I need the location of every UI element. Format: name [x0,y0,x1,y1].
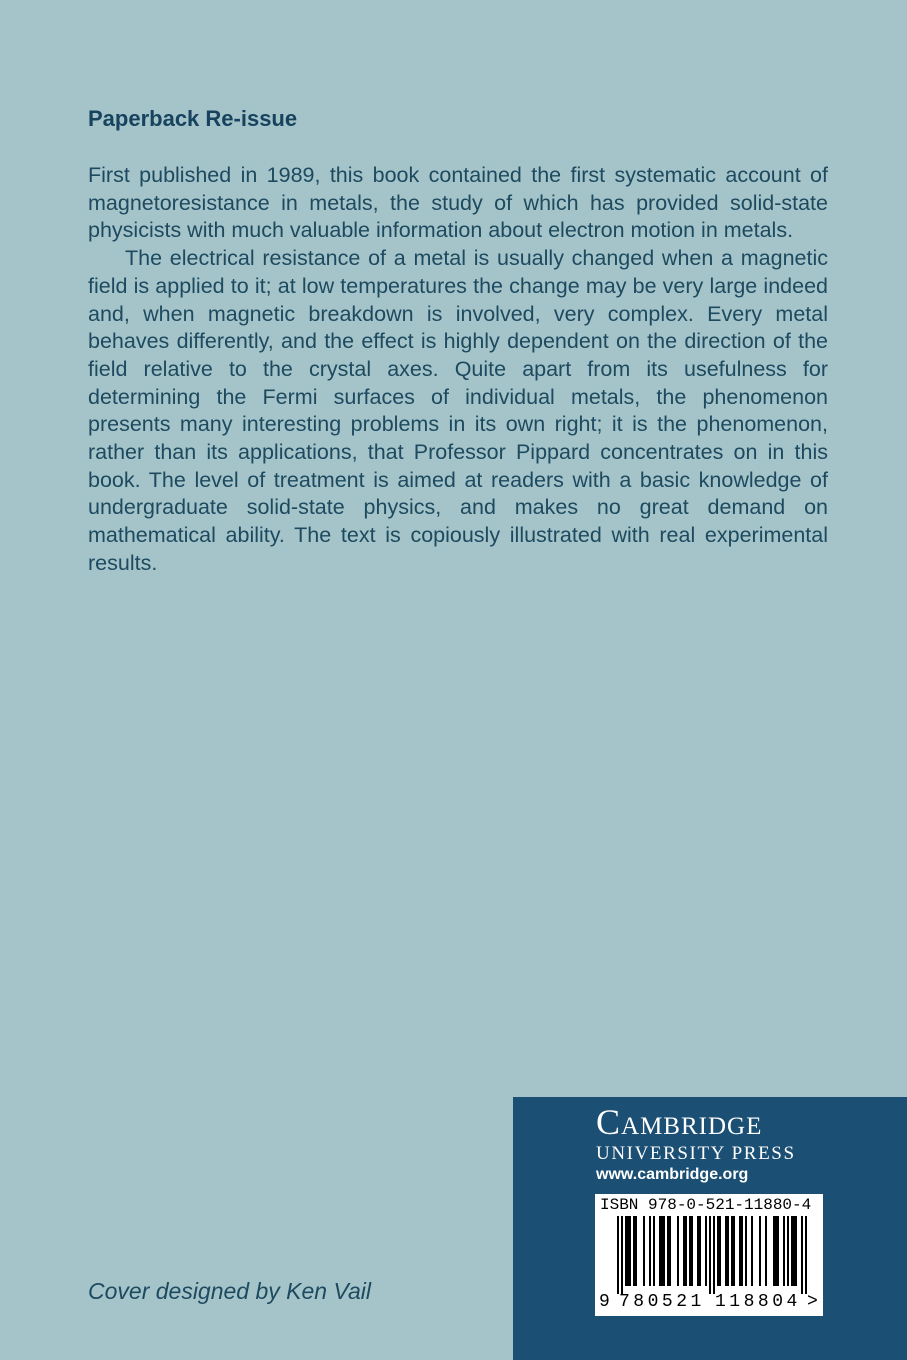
barcode-guard-bar [801,1216,803,1294]
barcode-guard-bar [713,1216,715,1294]
barcode-bar [705,1216,707,1286]
barcode-bar [795,1216,797,1286]
barcode-bar [773,1216,775,1286]
barcode-bars [599,1216,819,1294]
barcode-bar [699,1216,701,1286]
cover-credit: Cover designed by Ken Vail [88,1278,371,1304]
barcode-bar [731,1216,733,1286]
isbn-label: ISBN 978-0-521-11880-4 [600,1196,812,1214]
publisher-logo-subtitle: UNIVERSITY PRESS [596,1143,796,1164]
publisher-logo-name: Cambridge [596,1102,763,1142]
barcode-bar [791,1216,793,1286]
barcode-bar [765,1216,767,1286]
barcode-bar [697,1216,699,1286]
barcode-lead-digit: 9 [599,1292,610,1312]
barcode-bar [759,1216,761,1286]
barcode-bar [659,1216,661,1286]
barcode-bar [691,1216,693,1286]
barcode-bar [653,1216,655,1286]
barcode-bar [783,1216,785,1286]
barcode-left-digits: 780521 [619,1292,705,1312]
barcode-bar [739,1216,741,1286]
barcode-quiet-zone-mark: > [807,1292,818,1312]
barcode-bar [635,1216,637,1286]
barcode-bar [683,1216,685,1286]
barcode-bar [727,1216,729,1286]
barcode-bar [733,1216,735,1286]
heading-paperback-reissue: Paperback Re-issue [88,106,298,131]
description-paragraph: The electrical resistance of a metal is usually changed when a magnetic field is applied to it; at low temperatures the change may be very large indeed and, when magnetic breakdown is involved, very complex. Every metal behaves differently, and the effect is highly dependent on the direction of the field relative to the crystal axes. Quite apart from its usefulness for determining the Fermi surfaces of individual metals, the phenomenon presents many interesting problems in its own right; it is the phenomenon, rather than its applications, that Professor Pippard concentrates on in this book. The level of treatment is aimed at readers with a basic knowledge of undergraduate solid-state physics, and makes no great demand on mathematical ability. The text is copiously illustrated with real experimental results. [88,246,828,575]
barcode-bar [667,1216,669,1286]
barcode-bar [751,1216,753,1286]
barcode-bar [745,1216,747,1286]
publisher-url: www.cambridge.org [596,1166,749,1183]
barcode-bar [741,1216,743,1286]
barcode-guard-bar [621,1216,623,1294]
barcode-bar [725,1216,727,1286]
barcode-bar [775,1216,777,1286]
publisher-panel [513,1097,907,1360]
barcode-bar [633,1216,635,1286]
barcode-bar [663,1216,665,1286]
barcode-digits [595,1292,823,1316]
barcode-bar [677,1216,679,1286]
barcode-bar [661,1216,663,1286]
barcode-bar [793,1216,795,1286]
barcode-guard-bar [805,1216,807,1294]
book-description [88,162,828,578]
description-paragraph: First published in 1989, this book contained the first systematic account of magnetoresistance in metals, the study of which has provided solid-state physicists with much valuable information about electron motion in metals. [88,163,828,243]
barcode-guard-bar [617,1216,619,1294]
barcode-bar [649,1216,651,1286]
barcode-bar [669,1216,671,1286]
barcode-bar [643,1216,645,1286]
barcode-bar [719,1216,721,1286]
barcode-bar [629,1216,631,1286]
barcode-bar [787,1216,789,1286]
barcode-bar [685,1216,687,1286]
barcode-bar [689,1216,691,1286]
barcode-right-digits: 118804 [715,1292,801,1312]
barcode-bar [717,1216,719,1286]
barcode-bar [777,1216,779,1286]
barcode-bar [625,1216,627,1286]
isbn-barcode [595,1194,823,1316]
barcode-guard-bar [709,1216,711,1294]
barcode-bar [627,1216,629,1286]
